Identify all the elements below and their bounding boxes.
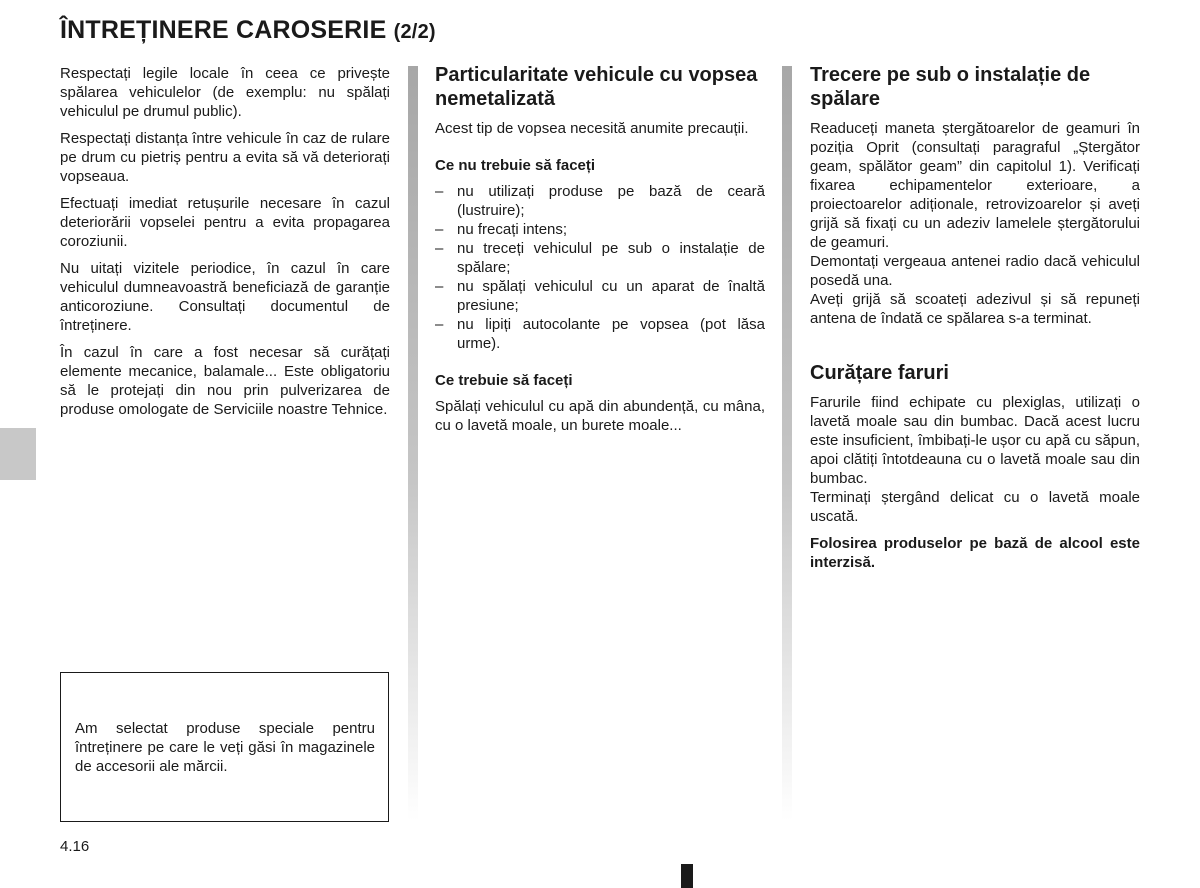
dash-bullet: – — [435, 221, 444, 238]
page-title — [60, 16, 436, 45]
list-item — [435, 182, 765, 220]
paragraph: Nu uitați vizitele periodice, în cazul în care vehiculul dumneavoastră beneficiază de garanție anticoroziune. Consultați documentul de întreținere. — [60, 260, 390, 334]
list-item-text: nu utilizați produse pe bază de ceară (lustruire); — [457, 183, 765, 219]
paragraph: În cazul în care a fost necesar să curățați elemente mecanice, balamale... Este obligatoriu să le protejați din nou prin pulverizarea de produse omologate de Serviciile noastre Tehnice. — [60, 344, 390, 418]
note-box — [60, 672, 389, 822]
list-item — [435, 315, 765, 353]
paragraph: Farurile fiind echipate cu plexiglas, utilizați o lavetă moale sau din bumbac. Dacă acest lucru este insuficient, îmbibați-le ușor cu apă cu săpun, apoi clătiți întotdeauna cu o lavetă moale sau din bumbac. — [810, 394, 1140, 487]
right-column — [810, 63, 1140, 572]
section-heading: Particularitate vehicule cu vopsea nemetalizată — [435, 64, 758, 110]
dash-bullet: – — [435, 240, 444, 257]
paragraph: Terminați ștergând delicat cu o lavetă moale uscată. — [810, 489, 1140, 525]
section-heading: Trecere pe sub o instalație de spălare — [810, 64, 1091, 110]
column-divider — [408, 66, 418, 821]
list-item — [435, 239, 765, 277]
page-title-text: ÎNTREȚINERE CAROSERIE — [60, 16, 387, 44]
dash-bullet: – — [435, 316, 444, 333]
page-number: 4.16 — [60, 838, 90, 855]
page-title-suffix: (2/2) — [393, 21, 436, 43]
list-item — [435, 277, 765, 315]
list-item-text: nu treceți vehiculul pe sub o instalație de spălare; — [457, 240, 765, 276]
list-item-text: nu lipiți autocolante pe vopsea (pot lăsa urme). — [457, 316, 765, 352]
paragraph: Efectuați imediat retușurile necesare în cazul deteriorării vopselei pentru a evita propagarea coroziunii. — [60, 195, 390, 250]
paragraph: Respectați legile locale în ceea ce privește spălarea vehiculelor (de exemplu: nu spălați vehiculul pe drumul public). — [60, 65, 390, 120]
column-divider — [782, 66, 792, 821]
warning-note: Folosirea produselor pe bază de alcool este interzisă. — [810, 535, 1140, 571]
list-item-text: nu frecați intens; — [457, 221, 568, 238]
dont-list — [435, 182, 765, 353]
paragraph: Readuceți maneta ștergătoarelor de geamuri în poziția Oprit (consultați paragraful „Ștergător geam, spălător geam” din capitolul 1). Verificați fixarea echipamentelor exterioare, a proiectoarelor adiționale, retrovizoarelor și aveți grijă să fixați cu un adeziv lamelele ștergătorului de geamuri. — [810, 120, 1140, 251]
dash-bullet: – — [435, 183, 444, 200]
paragraph: Spălați vehiculul cu apă din abundență, cu mâna, cu o lavetă moale, un burete moale... — [435, 398, 765, 434]
list-item — [435, 220, 765, 239]
paragraph: Aveți grijă să scoateți adezivul și să repuneți antena de îndată ce spălarea s-a terminat. — [810, 291, 1140, 327]
paragraph: Acest tip de vopsea necesită anumite precauții. — [435, 120, 749, 137]
page-edge-marker — [681, 864, 693, 888]
chapter-tab-marker — [0, 428, 36, 480]
left-column — [60, 64, 390, 427]
section-heading: Curățare faruri — [810, 362, 949, 384]
subheading-dont: Ce nu trebuie să faceți — [435, 157, 596, 174]
paragraph: Demontați vergeaua antenei radio dacă vehiculul posedă una. — [810, 253, 1140, 289]
list-item-text: nu spălați vehiculul cu un aparat de înaltă presiune; — [457, 278, 765, 314]
dash-bullet: – — [435, 278, 444, 295]
paragraph: Respectați distanța între vehicule în caz de rulare pe drum cu pietriș pentru a evita să vă deteriorați vopseaua. — [60, 130, 390, 185]
subheading-do: Ce trebuie să faceți — [435, 372, 573, 389]
middle-column — [435, 63, 765, 435]
note-text: Am selectat produse speciale pentru întreținere pe care le veți găsi în magazinele de accesorii ale mărcii. — [75, 720, 375, 775]
